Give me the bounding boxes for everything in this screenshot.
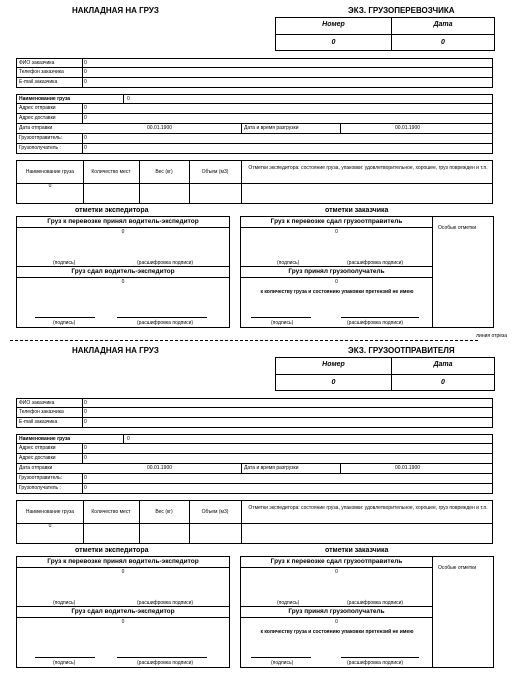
customer-email-label: E-mail заказчика — [19, 79, 58, 85]
delivery-address-row — [16, 454, 493, 464]
unload-value[interactable]: 00.01.1900 — [395, 125, 421, 131]
number-header: Номер — [322, 21, 345, 28]
send-date-label: Дата отправки — [19, 465, 53, 471]
number-header: Номер — [322, 361, 345, 368]
signature-caption: (подпись) — [277, 260, 300, 266]
customer-name-row — [16, 398, 493, 408]
customer-marks-box — [240, 556, 494, 668]
accepted-driver-value[interactable]: 0 — [121, 569, 125, 575]
waybill-copy — [0, 0, 515, 336]
send-date-value[interactable]: 00.01.1900 — [147, 465, 173, 471]
customer-email-value[interactable]: 0 — [84, 79, 87, 85]
cargo-name-value[interactable]: 0 — [127, 96, 130, 102]
handed-driver-label: Груз сдал водитель-экспедитор — [71, 268, 175, 275]
customer-name-row — [16, 58, 493, 68]
handed-sender-label: Груз к перевозке сдал грузоотправитель — [270, 218, 403, 225]
handed-sender-value[interactable]: 0 — [335, 569, 338, 575]
signature-decode-caption: (расшифровка подписи) — [137, 320, 194, 326]
shipper-value[interactable]: 0 — [84, 135, 87, 141]
cut-line — [10, 340, 478, 341]
consignee-value[interactable]: 0 — [84, 485, 87, 491]
delivery-address-label: Адрес доставки — [19, 115, 56, 121]
date-header: Дата — [433, 21, 453, 28]
date-value[interactable]: 0 — [441, 379, 445, 386]
consignee-label: Грузополучатель : — [19, 145, 61, 151]
received-consignee-label: Груз принял грузополучатель — [288, 608, 385, 615]
forwarder-marks-box — [16, 556, 230, 668]
handed-driver-value[interactable]: 0 — [121, 619, 125, 625]
customer-phone-label: Телефон заказчика — [19, 69, 64, 75]
col-cargo-name: Наименование груза — [25, 169, 75, 175]
number-value[interactable]: 0 — [331, 39, 336, 46]
signature-caption: (подпись) — [53, 320, 76, 326]
handed-driver-label: Груз сдал водитель-экспедитор — [71, 608, 175, 615]
no-claims-label: к количеству груза и состоянию упаковки претензий не имею — [260, 289, 414, 295]
signature-decode-caption: (расшифровка подписи) — [137, 260, 194, 266]
send-address-row — [16, 104, 493, 114]
date-value[interactable]: 0 — [441, 39, 445, 46]
send-address-label: Адрес отправки — [19, 105, 56, 111]
received-consignee-label: Груз принял грузополучатель — [288, 268, 385, 275]
customer-phone-value[interactable]: 0 — [84, 69, 87, 75]
cargo-name-value[interactable]: 0 — [127, 436, 130, 442]
forwarder-marks-title: отметки экспедитора — [75, 547, 149, 554]
signature-decode-caption: (расшифровка подписи) — [137, 600, 194, 606]
cargo-name-label: Наименование груза — [19, 96, 71, 102]
special-marks-label: Особые отметки — [438, 565, 477, 571]
waybill-title: НАКЛАДНАЯ НА ГРУЗ — [72, 6, 159, 15]
col-notes: Отметки экспедитора: состояние груза, упаковки: удовлетворительное, хорошее, груз поврежден и т.п. — [248, 505, 488, 511]
received-consignee-value[interactable]: 0 — [335, 279, 338, 285]
shipper-row — [16, 134, 493, 144]
unload-label: Дата и время разгрузки — [244, 465, 299, 471]
customer-name-value[interactable]: 0 — [84, 60, 87, 66]
delivery-address-value[interactable]: 0 — [84, 455, 87, 461]
handed-driver-value[interactable]: 0 — [121, 279, 125, 285]
no-claims-label: к количеству груза и состоянию упаковки претензий не имею — [260, 629, 414, 635]
waybill-copy — [0, 340, 515, 676]
number-value[interactable]: 0 — [331, 379, 336, 386]
forwarder-marks-title: отметки экспедитора — [75, 207, 149, 214]
copy-label: ЭКЗ. ГРУЗОПЕРЕВОЗЧИКА — [348, 6, 455, 15]
shipper-label: Грузоотправитель: — [19, 475, 63, 481]
waybill-title: НАКЛАДНАЯ НА ГРУЗ — [72, 346, 159, 355]
unload-value[interactable]: 00.01.1900 — [395, 465, 421, 471]
signature-decode-caption: (расшифровка подписи) — [347, 320, 404, 326]
col-weight: Вес (кг) — [155, 509, 173, 515]
signature-decode-caption: (расшифровка подписи) — [347, 260, 404, 266]
unload-label: Дата и время разгрузки — [244, 125, 299, 131]
send-date-value[interactable]: 00.01.1900 — [147, 125, 173, 131]
accepted-driver-label: Груз к перевозке принял водитель-экспедитор — [47, 218, 199, 225]
col-notes: Отметки экспедитора: состояние груза, упаковки: удовлетворительное, хорошее, груз поврежден и т.п. — [248, 165, 488, 171]
consignee-row — [16, 144, 493, 154]
col-volume: Объем (м3) — [201, 509, 229, 515]
cargo-name-label: Наименование груза — [19, 436, 71, 442]
signature-decode-caption: (расшифровка подписи) — [137, 660, 194, 666]
customer-email-row — [16, 78, 493, 88]
cargo-name-row — [16, 94, 493, 104]
cargo-row-value[interactable]: 0 — [48, 183, 52, 189]
signature-caption: (подпись) — [271, 660, 294, 666]
send-address-row — [16, 444, 493, 454]
customer-email-value[interactable]: 0 — [84, 419, 87, 425]
shipper-row — [16, 474, 493, 484]
send-address-value[interactable]: 0 — [84, 445, 87, 451]
shipper-value[interactable]: 0 — [84, 475, 87, 481]
customer-marks-title: отметки заказчика — [325, 207, 389, 214]
delivery-address-row — [16, 114, 493, 124]
consignee-label: Грузополучатель : — [19, 485, 61, 491]
handed-sender-label: Груз к перевозке сдал грузоотправитель — [270, 558, 403, 565]
col-cargo-name: Наименование груза — [25, 509, 75, 515]
col-places: Количество мест — [91, 509, 131, 515]
received-consignee-value[interactable]: 0 — [335, 619, 338, 625]
send-address-label: Адрес отправки — [19, 445, 56, 451]
cargo-table — [16, 500, 493, 544]
customer-phone-row — [16, 408, 493, 418]
handed-sender-value[interactable]: 0 — [335, 229, 338, 235]
delivery-address-label: Адрес доставки — [19, 455, 56, 461]
customer-name-value[interactable]: 0 — [84, 400, 87, 406]
consignee-value[interactable]: 0 — [84, 145, 87, 151]
signature-caption: (подпись) — [53, 260, 76, 266]
col-volume: Объем (м3) — [201, 169, 229, 175]
special-marks-label: Особые отметки — [438, 225, 477, 231]
customer-name-label: ФИО заказчика — [19, 400, 55, 406]
forwarder-marks-box — [16, 216, 230, 328]
consignee-row — [16, 484, 493, 494]
cargo-row-value[interactable]: 0 — [48, 523, 52, 529]
customer-marks-title: отметки заказчика — [325, 547, 389, 554]
customer-email-row — [16, 418, 493, 428]
delivery-address-value[interactable]: 0 — [84, 115, 87, 121]
date-header: Дата — [433, 361, 453, 368]
signature-decode-caption: (расшифровка подписи) — [347, 600, 404, 606]
col-weight: Вес (кг) — [155, 169, 173, 175]
customer-phone-value[interactable]: 0 — [84, 409, 87, 415]
signature-caption: (подпись) — [53, 600, 76, 606]
number-date-box — [275, 357, 495, 391]
signature-decode-caption: (расшифровка подписи) — [347, 660, 404, 666]
cargo-name-row — [16, 434, 493, 444]
customer-name-label: ФИО заказчика — [19, 60, 55, 66]
dates-row — [16, 124, 493, 134]
number-date-box — [275, 17, 495, 51]
signature-caption: (подпись) — [271, 320, 294, 326]
customer-marks-box — [240, 216, 494, 328]
cargo-table — [16, 160, 493, 204]
accepted-driver-value[interactable]: 0 — [121, 229, 125, 235]
dates-row — [16, 464, 493, 474]
shipper-label: Грузоотправитель: — [19, 135, 63, 141]
signature-caption: (подпись) — [277, 600, 300, 606]
customer-email-label: E-mail заказчика — [19, 419, 58, 425]
send-address-value[interactable]: 0 — [84, 105, 87, 111]
col-places: Количество мест — [91, 169, 131, 175]
signature-caption: (подпись) — [53, 660, 76, 666]
cut-line-label: линия отреза — [476, 333, 507, 339]
customer-phone-label: Телефон заказчика — [19, 409, 64, 415]
accepted-driver-label: Груз к перевозке принял водитель-экспедитор — [47, 558, 199, 565]
send-date-label: Дата отправки — [19, 125, 53, 131]
copy-label: ЭКЗ. ГРУЗООТПРАВИТЕЛЯ — [348, 346, 455, 355]
customer-phone-row — [16, 68, 493, 78]
